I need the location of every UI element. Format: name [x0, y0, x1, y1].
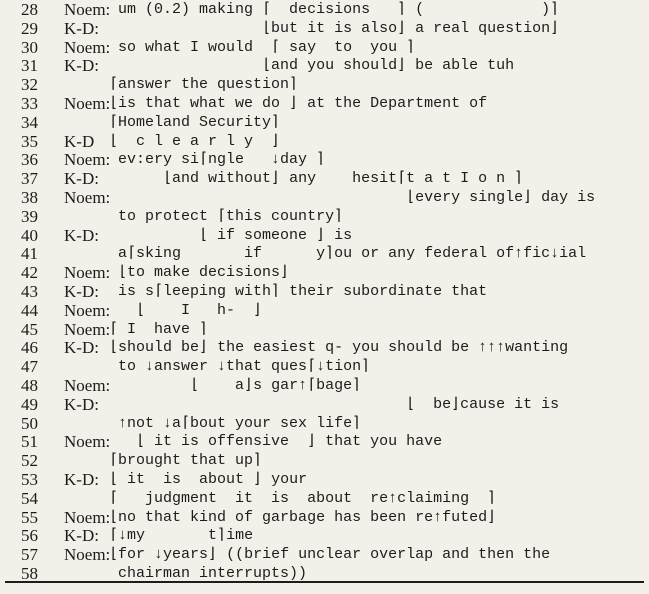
- transcript-text: chairman interrupts)): [100, 564, 308, 582]
- line-number: 55: [21, 507, 38, 527]
- transcript-text: ⌊to make decisions⌋: [100, 264, 290, 282]
- line-number: 50: [21, 413, 38, 433]
- transcript-text: ev:ery si⌈ngle ↓day ⌉: [100, 151, 326, 169]
- line-number: 30: [21, 37, 38, 57]
- speaker-label: Noem:: [64, 0, 111, 19]
- line-number: 36: [21, 150, 38, 170]
- transcript-line: [0, 302, 649, 321]
- transcript-line: [0, 490, 649, 509]
- transcript-line: [0, 527, 649, 546]
- speaker-label: K-D:: [64, 225, 99, 245]
- speaker-label: Noem:: [64, 300, 111, 320]
- transcript-line: [0, 509, 649, 528]
- line-number: 32: [21, 75, 38, 95]
- transcript-line: [0, 1, 649, 20]
- line-number: 52: [21, 451, 38, 471]
- transcript-line: [0, 57, 649, 76]
- transcript-text: ⌊and you should⌋ be able tuh: [100, 57, 515, 75]
- transcript-line: [0, 471, 649, 490]
- transcript-text: um (0.2) making ⌈ decisions ⌉ ( )⌉: [100, 1, 560, 18]
- line-number: 33: [21, 93, 38, 113]
- transcript-text: to protect ⌈this country⌉: [100, 207, 344, 225]
- transcript: [0, 1, 649, 584]
- speaker-label: Noem:: [64, 375, 111, 395]
- transcript-text: ⌊ a⌋s gar↑⌈bage⌉: [100, 376, 362, 394]
- transcript-text: ⌊ it is about ⌋ your: [100, 470, 308, 488]
- line-number: 48: [21, 375, 38, 395]
- transcript-text: ⌊should be⌋ the easiest q- you should be ↑↑↑wanting: [100, 339, 569, 357]
- speaker-label: K-D:: [64, 469, 99, 489]
- line-number: 43: [21, 281, 38, 301]
- transcript-line: [0, 20, 649, 39]
- line-number: 42: [21, 263, 38, 283]
- line-number: 40: [21, 225, 38, 245]
- transcript-line: [0, 227, 649, 246]
- transcript-line: [0, 283, 649, 302]
- line-number: 54: [21, 488, 38, 508]
- transcript-line: [0, 546, 649, 565]
- transcript-text: ⌊ if someone ⌋ is: [100, 226, 353, 244]
- transcript-line: [0, 358, 649, 377]
- speaker-label: Noem:: [64, 319, 111, 339]
- line-number: 45: [21, 319, 38, 339]
- speaker-label: K-D:: [64, 18, 99, 38]
- speaker-label: K-D:: [64, 526, 99, 546]
- transcript-text: ↑not ↓a⌈bout your sex life⌉: [100, 414, 362, 432]
- speaker-label: Noem:: [64, 93, 111, 113]
- line-number: 58: [21, 563, 38, 583]
- bottom-rule: [5, 581, 644, 583]
- transcript-text: ⌈ I have ⌉: [100, 320, 209, 338]
- transcript-line: [0, 170, 649, 189]
- transcript-text: to ↓answer ↓that ques⌈↓tion⌉: [100, 358, 371, 376]
- transcript-line: [0, 433, 649, 452]
- transcript-line: [0, 189, 649, 208]
- transcript-line: [0, 76, 649, 95]
- transcript-text: ⌊ be⌋cause it is: [100, 395, 560, 413]
- line-number: 56: [21, 526, 38, 546]
- speaker-label: Noem:: [64, 507, 111, 527]
- line-number: 37: [21, 169, 38, 189]
- transcript-text: ⌈Homeland Security⌉: [100, 113, 281, 131]
- transcript-text: ⌈ judgment it is about re↑claiming ⌉: [100, 489, 497, 507]
- speaker-label: K-D:: [64, 394, 99, 414]
- line-number: 31: [21, 56, 38, 76]
- speaker-label: K-D:: [64, 281, 99, 301]
- line-number: 29: [21, 18, 38, 38]
- transcript-text: a⌈sking if y⌉ou or any federal of↑fic↓ial: [100, 245, 587, 263]
- transcript-text: ⌊ c l e a r l y ⌋: [100, 132, 281, 150]
- transcript-line: [0, 245, 649, 264]
- transcript-text: is s⌈leeping with⌉ their subordinate that: [100, 282, 488, 300]
- line-number: 39: [21, 206, 38, 226]
- transcript-line: [0, 95, 649, 114]
- line-number: 51: [21, 432, 38, 452]
- transcript-line: [0, 377, 649, 396]
- speaker-label: Noem:: [64, 187, 111, 207]
- speaker-label: K-D:: [64, 56, 99, 76]
- transcript-line: [0, 264, 649, 283]
- line-number: 41: [21, 244, 38, 264]
- transcript-text: ⌊every single⌋ day is: [100, 188, 596, 206]
- transcript-line: [0, 339, 649, 358]
- line-number: 49: [21, 394, 38, 414]
- speaker-label: K-D: [64, 131, 95, 151]
- transcript-text: so what I would ⌈ say to you ⌉: [100, 38, 416, 56]
- line-number: 44: [21, 300, 38, 320]
- transcript-text: ⌊ I h- ⌋: [100, 301, 263, 319]
- speaker-label: Noem:: [64, 432, 111, 452]
- transcript-line: [0, 321, 649, 340]
- line-number: 34: [21, 112, 38, 132]
- line-number: 35: [21, 131, 38, 151]
- transcript-line: [0, 133, 649, 152]
- speaker-label: Noem:: [64, 150, 111, 170]
- line-number: 46: [21, 338, 38, 358]
- transcript-line: [0, 39, 649, 58]
- line-number: 57: [21, 545, 38, 565]
- speaker-label: Noem:: [64, 263, 111, 283]
- transcript-line: [0, 114, 649, 133]
- transcript-line: [0, 208, 649, 227]
- transcript-text: ⌊but it is also⌋ a real question⌋: [100, 19, 560, 37]
- transcript-line: [0, 452, 649, 471]
- transcript-line: [0, 396, 649, 415]
- transcript-line: [0, 151, 649, 170]
- line-number: 47: [21, 357, 38, 377]
- line-number: 38: [21, 187, 38, 207]
- speaker-label: K-D:: [64, 169, 99, 189]
- transcript-text: ⌈brought that up⌉: [100, 452, 263, 470]
- transcript-text: ⌊ it is offensive ⌋ that you have: [100, 433, 443, 451]
- speaker-label: K-D:: [64, 338, 99, 358]
- transcript-text: ⌊no that kind of garbage has been re↑futed⌋: [100, 508, 497, 526]
- transcript-text: ⌈answer the question⌉: [100, 76, 299, 94]
- speaker-label: Noem:: [64, 545, 111, 565]
- line-number: 28: [21, 0, 38, 19]
- transcript-text: ⌈↓my t⌉ime: [100, 527, 254, 545]
- transcript-text: ⌊and without⌋ any hesit⌈t a t I o n ⌉: [100, 170, 524, 188]
- transcript-text: ⌊for ↓years⌋ ((brief unclear overlap and then the: [100, 546, 551, 564]
- line-number: 53: [21, 469, 38, 489]
- transcript-text: ⌊is that what we do ⌋ at the Department of: [100, 94, 488, 112]
- transcript-line: [0, 415, 649, 434]
- speaker-label: Noem:: [64, 37, 111, 57]
